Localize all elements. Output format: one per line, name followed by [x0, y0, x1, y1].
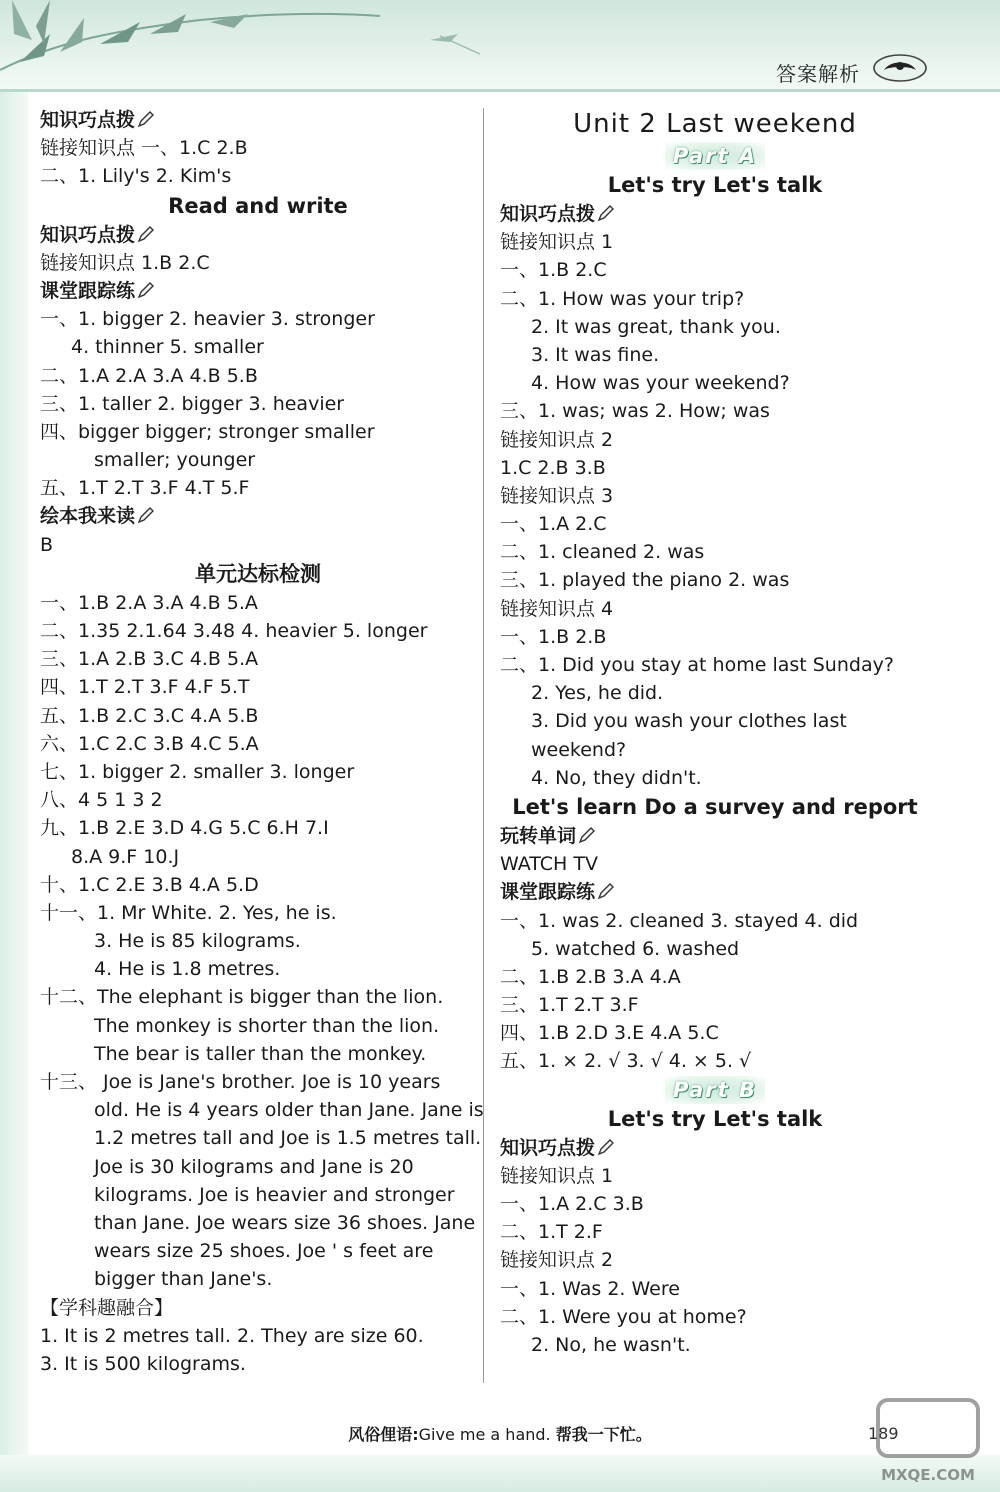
answer-line: 十二、The elephant is bigger than the lion. — [40, 986, 444, 1009]
answer-line: wears size 25 shoes. Joe ' s feet are — [94, 1240, 434, 1263]
answer-line: 二、1.35 2.1.64 3.48 4. heavier 5. longer — [40, 620, 428, 642]
pencil-icon — [137, 110, 155, 128]
section-label — [40, 106, 476, 134]
answer-line: 1. It is 2 metres tall. 2. They are size 60. — [40, 1324, 424, 1347]
answer-line: 三、1.A 2.B 3.C 4.B 5.A — [40, 648, 259, 671]
section-title: Let's learn Do a survey and report — [512, 794, 918, 819]
answer-line: 链接知识点 4 — [500, 597, 614, 620]
pencil-icon — [137, 506, 155, 524]
answer-line: 十一、1. Mr White. 2. Yes, he is. — [40, 901, 337, 924]
answer-line: 一、1. Was 2. Were — [500, 1277, 680, 1300]
answer-line: 六、1.C 2.C 3.B 4.C 5.A — [40, 732, 259, 755]
answer-line: 1.2 metres tall and Joe is 1.5 metres tall. — [94, 1127, 482, 1150]
footer-band — [0, 1455, 1000, 1492]
section-label-text: 知识巧点拨 — [40, 109, 136, 131]
answer-line: 三、1.T 2.T 3.F — [500, 994, 639, 1017]
answer-line: 2. Yes, he did. — [531, 682, 664, 705]
section-title: Read and write — [168, 193, 348, 218]
answer-line: than Jane. Joe wears size 36 shoes. Jane — [94, 1211, 476, 1234]
pencil-icon — [137, 225, 155, 243]
answer-line: 链接知识点 1 — [500, 231, 614, 254]
answer-line: 二、1. How was your trip? — [500, 287, 745, 310]
answer-line: 一、1.B 2.C — [500, 259, 607, 282]
answer-line: 链接知识点 3 — [500, 484, 614, 507]
answer-line: 五、1.T 2.T 3.F 4.T 5.F — [40, 477, 250, 500]
answer-line: 4. thinner 5. smaller — [71, 336, 264, 359]
answer-line: 链接知识点 2 — [500, 428, 614, 451]
right-column — [500, 106, 930, 1359]
part-badge: Part A — [665, 142, 765, 170]
answer-line: 一、1.A 2.C — [500, 513, 607, 536]
answer-line: 三、1. was; was 2. How; was — [500, 400, 770, 423]
section-label-text: 知识巧点拨 — [500, 1136, 596, 1159]
footer-label: 风俗俚语: — [348, 1425, 419, 1444]
section-label — [500, 200, 930, 228]
pencil-icon — [137, 281, 155, 299]
answer-line: The monkey is shorter than the lion. — [94, 1014, 440, 1037]
section-label — [500, 878, 930, 906]
answer-line: 十、1.C 2.E 3.B 4.A 5.D — [40, 873, 259, 896]
answer-line: 二、1. cleaned 2. was — [500, 541, 705, 564]
watermark-text: MXQE.COM — [881, 1466, 975, 1484]
answer-line: 一、1. bigger 2. heavier 3. stronger — [40, 308, 375, 331]
footer-chinese: 帮我一下忙。 — [555, 1425, 652, 1444]
section-label-text: 课堂跟踪练 — [40, 279, 136, 302]
answer-line: bigger than Jane's. — [94, 1268, 273, 1291]
answer-line: 二、1. Did you stay at home last Sunday? — [500, 654, 894, 676]
section-title: Let's try Let's talk — [607, 1106, 823, 1131]
answer-line: old. He is 4 years older than Jane. Jane is — [94, 1099, 484, 1122]
header-title: 答案解析 — [776, 62, 860, 86]
answer-line: 二、1. Were you at home? — [500, 1305, 747, 1328]
section-label — [500, 822, 930, 850]
answer-line: kilograms. Joe is heavier and stronger — [94, 1183, 455, 1206]
header-band — [0, 0, 1000, 92]
answer-line: 链接知识点 1.B 2.C — [40, 251, 210, 274]
section-label — [40, 277, 476, 305]
answer-line: 四、bigger bigger; stronger smaller — [40, 420, 375, 443]
footer-proverb — [0, 1422, 1000, 1445]
unit-title: Unit 2 Last weekend — [573, 109, 857, 139]
pencil-icon — [597, 882, 615, 900]
answer-line: 八、4 5 1 3 2 — [40, 789, 163, 812]
answer-line: 一、1.A 2.C 3.B — [500, 1193, 644, 1215]
answer-line: B — [40, 533, 54, 556]
section-label-text: 知识巧点拨 — [500, 203, 596, 225]
answer-line: 3. He is 85 kilograms. — [94, 930, 301, 953]
answer-line: 一、1.B 2.A 3.A 4.B 5.A — [40, 591, 258, 614]
answer-line: 2. It was great, thank you. — [531, 315, 781, 338]
answer-line: 五、1.B 2.C 3.C 4.A 5.B — [40, 704, 259, 727]
column-divider — [483, 108, 484, 1383]
answer-line: 8.A 9.F 10.J — [71, 845, 180, 868]
answer-line: 三、1. played the piano 2. was — [500, 569, 790, 592]
section-label-text: 知识巧点拨 — [40, 223, 136, 246]
answer-line: 4. No, they didn't. — [531, 766, 702, 789]
section-label-text: 绘本我来读 — [40, 505, 136, 528]
pencil-icon — [578, 826, 596, 844]
answer-line: 3. It is 500 kilograms. — [40, 1352, 246, 1375]
answer-line: The bear is taller than the monkey. — [94, 1042, 427, 1065]
answer-line: WATCH TV — [500, 853, 598, 876]
bamboo-branch-decoration — [0, 0, 520, 92]
page-number: 189 — [868, 1424, 899, 1443]
answer-line: 三、1. taller 2. bigger 3. heavier — [40, 392, 345, 415]
pencil-icon — [597, 204, 615, 222]
answer-line: 十三、 Joe is Jane's brother. Joe is 10 years — [40, 1071, 441, 1093]
section-title: Let's try Let's talk — [607, 173, 823, 197]
answer-line: 3. Did you wash your clothes last — [531, 710, 847, 733]
section-label — [40, 221, 476, 249]
answer-line: smaller; younger — [94, 449, 256, 472]
answer-line: 【学科趣融合】 — [40, 1296, 174, 1319]
answer-line: 4. He is 1.8 metres. — [94, 958, 281, 981]
answer-line: 七、1. bigger 2. smaller 3. longer — [40, 760, 355, 783]
footer-english: Give me a hand. — [418, 1425, 551, 1444]
answer-line: 四、1.B 2.D 3.E 4.A 5.C — [500, 1022, 719, 1045]
section-title: 单元达标检测 — [195, 561, 321, 586]
answer-line: 2. No, he wasn't. — [531, 1333, 691, 1356]
section-label — [40, 502, 476, 530]
watermark-logo — [874, 1392, 984, 1488]
book-logo-icon — [872, 52, 928, 84]
answer-line: 4. How was your weekend? — [531, 372, 790, 395]
answer-line: 一、1.B 2.B — [500, 625, 607, 648]
section-label-text: 玩转单词 — [500, 824, 577, 847]
answer-line: 链接知识点 一、1.C 2.B — [40, 137, 248, 160]
answer-line: 五、1. × 2. √ 3. √ 4. × 5. √ — [500, 1050, 752, 1073]
answer-line: weekend? — [531, 738, 627, 761]
answer-line: 二、1.B 2.B 3.A 4.A — [500, 965, 681, 988]
answer-line: 四、1.T 2.T 3.F 4.F 5.T — [40, 676, 250, 699]
answer-line: 1.C 2.B 3.B — [500, 456, 606, 479]
section-label-text: 课堂跟踪练 — [500, 881, 596, 904]
answer-line: Joe is 30 kilograms and Jane is 20 — [94, 1155, 414, 1178]
left-column — [40, 106, 484, 1378]
section-label — [500, 1134, 930, 1162]
answer-line: 链接知识点 2 — [500, 1249, 614, 1272]
left-margin-band — [0, 92, 28, 1492]
pencil-icon — [597, 1138, 615, 1156]
answer-line: 九、1.B 2.E 3.D 4.G 5.C 6.H 7.I — [40, 817, 329, 840]
answer-line: 3. It was fine. — [531, 343, 660, 366]
answer-line: 二、1.A 2.A 3.A 4.B 5.B — [40, 364, 258, 387]
answer-line: 二、1. Lily's 2. Kim's — [40, 165, 232, 188]
answer-line: 二、1.T 2.F — [500, 1221, 603, 1244]
answer-line: 5. watched 6. washed — [531, 937, 740, 960]
answer-line: 链接知识点 1 — [500, 1164, 614, 1187]
part-badge: Part B — [665, 1076, 765, 1104]
answer-line: 一、1. was 2. cleaned 3. stayed 4. did — [500, 909, 859, 932]
